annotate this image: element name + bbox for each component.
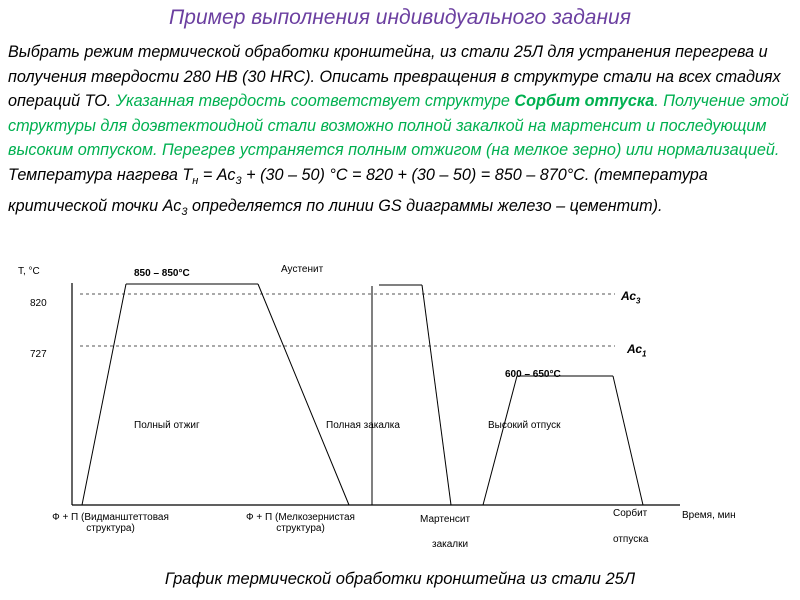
temperature-text-1: Температура нагрева Т [8, 165, 193, 184]
temperature-text-2: = Ас [198, 165, 236, 184]
temperature-subscript-3b: 3 [181, 206, 188, 219]
solution-text-2: . Получение этой структуры для доэвтектоидной стали возможно полной закалкой на мартенсит и последующим высоким отпуском. Перегрев устраняется полным отжигом (на мелкое зерно) или нормализацией. [8, 92, 789, 160]
stage-label-full-quench: Полная закалка [326, 420, 400, 431]
temperature-subscript-n: н [192, 175, 199, 188]
quench-cooling-line [422, 285, 451, 505]
austenite-label: Аустенит [281, 264, 324, 275]
temper-hold-temperature-label: 600 – 650°С [505, 369, 561, 380]
tick-label-727: 727 [30, 349, 47, 360]
task-statement: Выбрать режим термической обработки кронштейна, из стали 25Л для устранения перегрева и получения твердости 280 НВ (30 HRC). Описать превращения в структуре стали на всех стадиях операций ТО. [8, 43, 781, 111]
solution-text-1: Указанная твердость соответствует структуре [115, 92, 515, 111]
ac3-label: $Ас_3$ [621, 289, 641, 306]
solution-structure-name: Сорбит отпуска [514, 92, 655, 111]
temperature-subscript-3a: 3 [235, 175, 242, 188]
page-title: Пример выполнения индивидуального задания [169, 6, 631, 29]
result-label-widmanstatten: Ф + П (Видманштеттовая структура) [52, 512, 169, 534]
temperature-text-4: определяется по линии GS диаграммы железо – цементит). [187, 196, 663, 215]
result-label-fine-grain: Ф + П (Мелкозернистая структура) [246, 512, 355, 534]
temperature-text-3: + (30 – 50) °С = 820 + (30 – 50) = 850 – 870°С. (температура критической точки Ас [8, 165, 708, 215]
stage-label-full-anneal: Полный отжиг [134, 420, 200, 431]
temper-cooling-line [613, 376, 643, 505]
tick-label-820: 820 [30, 298, 47, 309]
stage-label-high-temper: Высокий отпуск [488, 420, 561, 431]
ac1-label: $Ас_1$ [627, 342, 647, 359]
result-label-sorbite: Сорбит [613, 508, 648, 519]
diagram-caption: График термической обработки кронштейна из стали 25Л [164, 570, 636, 588]
result-label-martensite: Мартенсит [420, 514, 471, 525]
result-label-sorbite-2: отпуска [613, 534, 649, 545]
anneal-cooling-line [258, 284, 349, 505]
x-axis-label: Время, мин [682, 510, 736, 521]
temper-heating-line [483, 376, 517, 505]
result-label-martensite-2: закалки [432, 539, 469, 550]
anneal-heating-line [82, 284, 126, 505]
anneal-hold-temperature-label: 850 – 850°С [134, 268, 190, 279]
y-axis-label: Т, °С [18, 266, 40, 277]
